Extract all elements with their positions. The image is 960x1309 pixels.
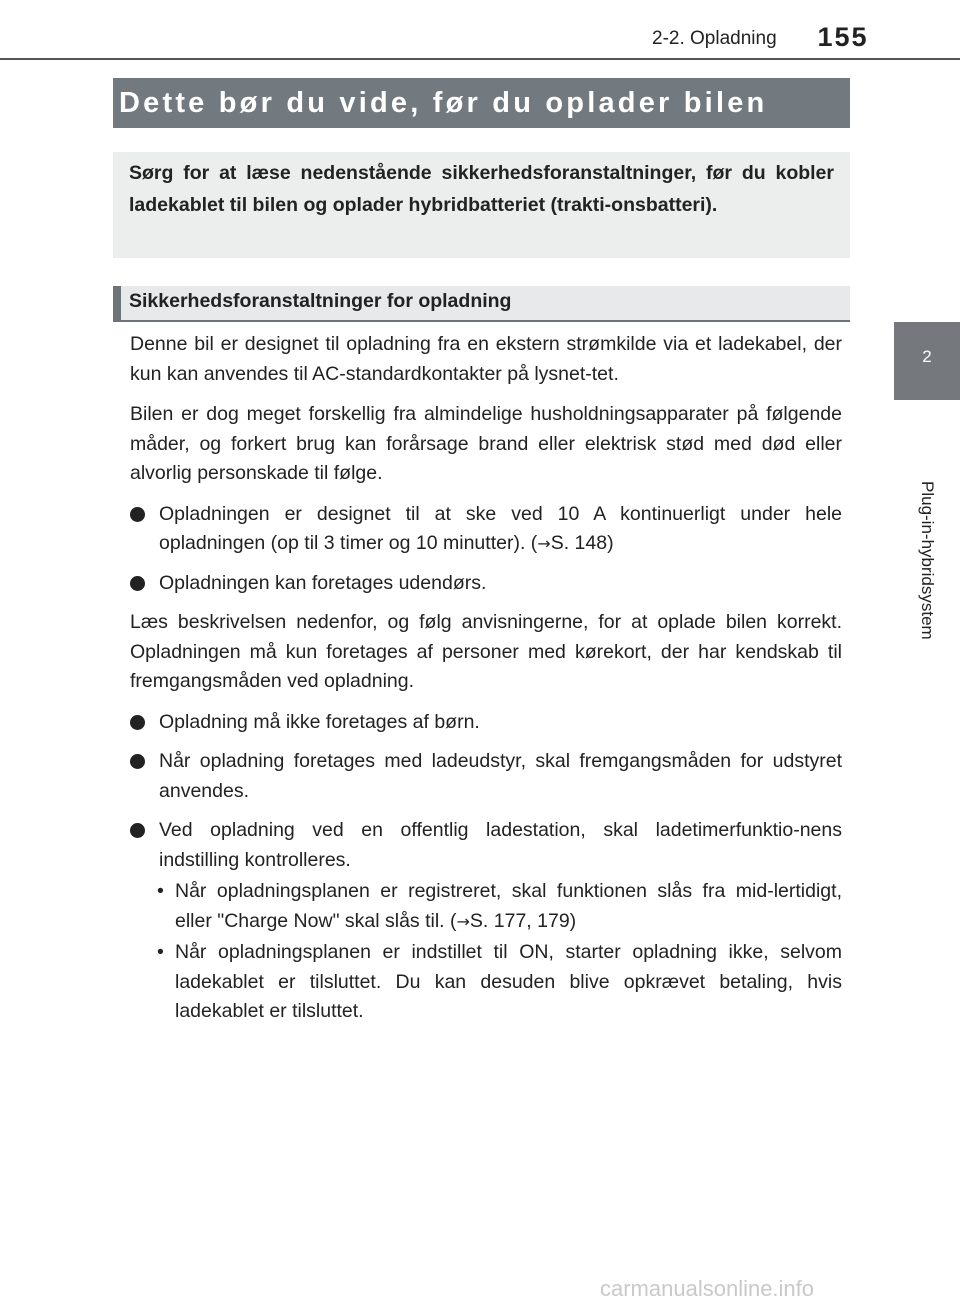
section-heading <box>113 286 850 322</box>
arrow-right-icon: → <box>456 911 470 931</box>
paragraph: Bilen er dog meget forskellig fra almindelige husholdningsapparater på følgende måder, og forkert brug kan forårsage brand eller elektrisk stød med død eller alvorlig personskade til følge. <box>130 403 842 484</box>
list-item <box>130 708 842 738</box>
page-reference: S. 177, 179) <box>469 909 577 932</box>
bullet-dot-icon <box>130 576 145 591</box>
bullet-dot-icon <box>130 823 145 838</box>
bullet-dot-icon <box>130 754 145 769</box>
section-body <box>130 330 842 1029</box>
intro-note: Sørg for at læse nedenstående sikkerhedsforanstaltninger, før du kobler ladekablet til bilen og oplader hybridbatteriet (trakti-onsbatteri). <box>113 152 850 258</box>
header-rule <box>0 58 850 60</box>
arrow-right-icon: → <box>537 534 551 553</box>
sub-list-item-text: Når opladningsplanen er indstillet til ON, starter opladning ikke, selvom ladekablet er tilsluttet. Du kan desuden blive opkrævet betaling, hvis ladekablet er tilsluttet. <box>175 941 842 1022</box>
chapter-tab: 2 <box>894 322 960 400</box>
section-heading-text: Sikkerhedsforanstaltninger for opladning <box>129 290 512 312</box>
section-label: 2-2. Opladning <box>652 28 777 49</box>
page-reference: S. 148) <box>550 532 614 554</box>
watermark: carmanualsonline.info <box>600 1276 815 1301</box>
sub-list-item <box>130 938 842 1027</box>
sub-list-item <box>130 877 842 936</box>
list-item-text: Opladningen er designet til at ske ved 10 A kontinuerligt under hele opladningen (op til 3 timer og 10 minutter). ( <box>159 502 842 554</box>
list-item <box>130 500 842 559</box>
list-item <box>130 747 842 806</box>
list-item <box>130 816 842 875</box>
page-title: Dette bør du vide, før du oplader bilen <box>113 78 850 128</box>
list-item-text: Opladningen kan foretages udendørs. <box>159 571 487 594</box>
bullet-dot-icon <box>130 715 145 730</box>
bullet-dot-icon <box>130 507 145 522</box>
paragraph: Læs beskrivelsen nedenfor, og følg anvisningerne, for at oplade bilen korrekt. Opladningen må kun foretages af personer med kørekort, der har kendskab til fremgangsmåden ved opladning. <box>130 611 842 692</box>
list-item-text: Opladning må ikke foretages af børn. <box>159 710 480 733</box>
list-item-text: Når opladning foretages med ladeudstyr, skal fremgangsmåden for udstyret anvendes. <box>159 750 842 802</box>
section-heading-bar <box>113 286 121 320</box>
sub-bullet-icon: • <box>157 880 164 902</box>
header-rule-right <box>850 58 960 60</box>
paragraph: Denne bil er designet til opladning fra en ekstern strømkilde via et ladekabel, der kun kan anvendes til AC-standardkontakter på lysnet-tet. <box>130 333 842 385</box>
sub-bullet-icon: • <box>157 941 164 963</box>
list-item-text: Ved opladning ved en offentlig ladestation, skal ladetimerfunktio-nens indstilling kontrolleres. <box>159 819 842 871</box>
list-item <box>130 569 842 599</box>
page-number: 155 <box>817 22 869 52</box>
sub-list-item-text: Når opladningsplanen er registreret, skal funktionen slås fra mid-lertidigt, eller "Charge Now" skal slås til. ( <box>175 880 842 932</box>
chapter-title: Plug-in-hybridsystem <box>918 481 937 640</box>
